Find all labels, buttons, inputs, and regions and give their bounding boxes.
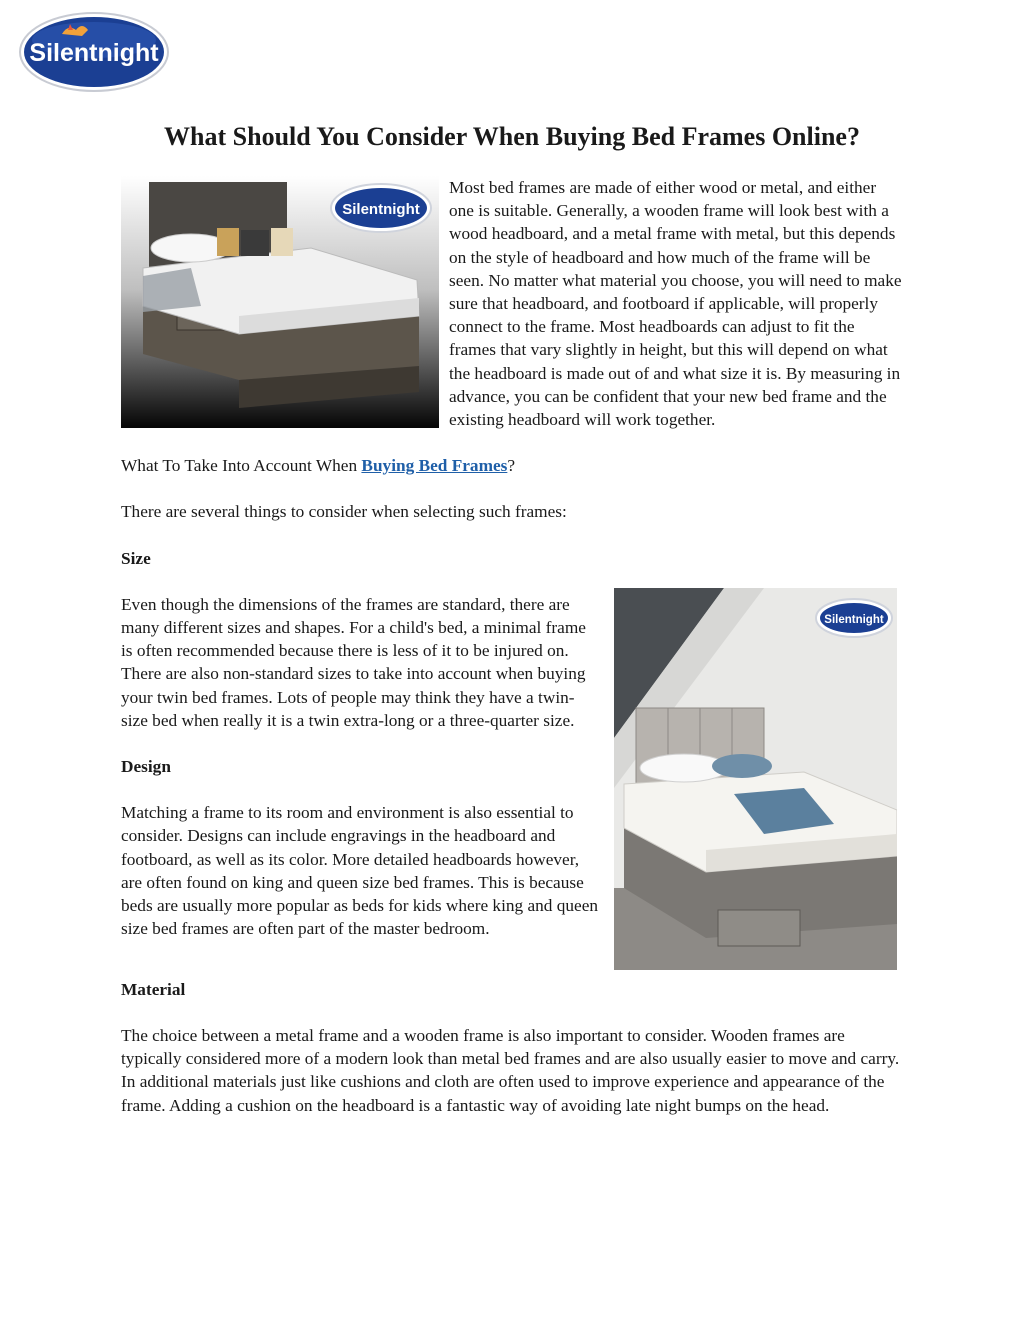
image2-badge-text: Silentnight	[824, 613, 884, 626]
consider-line: There are several things to consider when selecting such frames:	[121, 502, 567, 522]
page-title: What Should You Consider When Buying Bed Frames Online?	[164, 122, 860, 151]
bed-image-grey	[614, 588, 897, 970]
account-prefix: What To Take Into Account When	[121, 456, 362, 476]
size-heading: Size	[121, 548, 151, 568]
bed-image-dark	[121, 176, 439, 428]
account-suffix: ?	[507, 456, 516, 476]
design-paragraph: Matching a frame to its room and environment is also essential to consider. Designs can include engravings in the headboard and footboard, as well as its color. More detailed headboards however, are often found on king and queen size bed frames. This is because beds are usually more popular as beds for kids where king and queen size bed frames are often part of the master bedroom.	[121, 803, 599, 939]
design-heading: Design	[121, 757, 171, 777]
material-paragraph: The choice between a metal frame and a wooden frame is also important to consider. Wooden frames are typically considered more of a modern look than metal bed frames and are also usually easier to move and carry. In additional materials just like cushions and cloth are often used to improve experience and appearance of the frame. Adding a cushion on the headboard is a fantastic way of avoiding late night bumps on the head.	[121, 1026, 900, 1115]
logo-text: Silentnight	[29, 39, 159, 67]
account-line	[121, 454, 905, 477]
buying-bed-frames-link[interactable]: Buying Bed Frames	[361, 456, 508, 476]
intro-paragraph: Most bed frames are made of either wood or metal, and either one is suitable. Generally, a wooden frame will look best with a wood headboard, and a metal frame with metal, but this depends on the style of headboard and how much of the frame will be seen. No matter what material you choose, you will need to make sure that headboard, and footboard if applicable, will properly connect to the frame. Most headboards can adjust to fit the frames that vary slightly in height, but this will depend on what the headboard is made out of and what size it is. By measuring in advance, you can be confident that your new bed frame and the existing headboard will work together.	[449, 178, 902, 430]
size-paragraph: Even though the dimensions of the frames are standard, there are many different sizes and shapes. For a child's bed, a minimal frame is often recommended because there is less of it to be injured on. There are also non-standard sizes to take into account when buying your twin bed frames. Lots of people may think they have a twin-size bed when really it is a twin extra-long or a three-quarter size.	[121, 594, 586, 730]
image-badge-text: Silentnight	[342, 201, 420, 218]
size-design-block	[121, 593, 905, 941]
article-body	[121, 176, 905, 1117]
silentnight-logo[interactable]	[18, 10, 170, 92]
material-heading: Material	[121, 979, 186, 999]
